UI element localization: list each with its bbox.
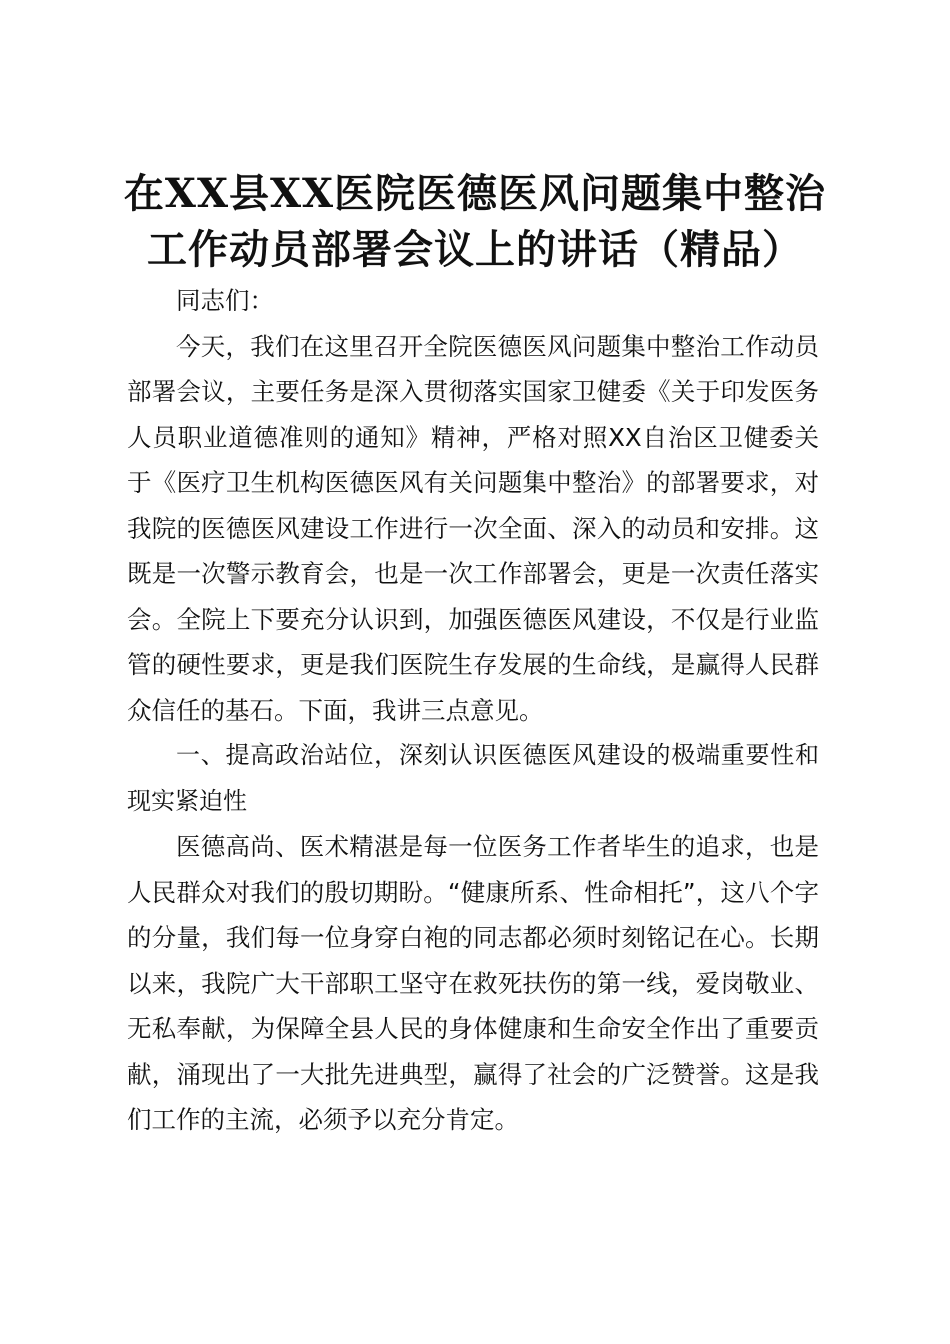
paragraph-section-1: 医德高尚、医术精湛是每一位医务工作者毕生的追求，也是人民群众对我们的殷切期盼。“健康所系、性命相托”，这八个字的分量，我们每一位身穿白袍的同志都必须时刻铭记在心。长期以来，我院广大干部职工坚守在救死扶伤的第一线，爱岗敬业、无私奉献，为保障全县人民的身体健康和生命安全作出了重要贡献，涌现出了一大批先进典型，赢得了社会的广泛赞誉。这是我们工作的主流，必须予以充分肯定。 [127, 832, 819, 1134]
document-title [110, 166, 840, 278]
document-body [127, 278, 819, 1143]
section-heading-1: 一、提高政治站位，深刻认识医德医风建设的极端重要性和现实紧迫性 [127, 741, 819, 815]
paragraph-opening: 今天，我们在这里召开全院医德医风问题集中整治工作动员部署会议，主要任务是深入贯彻落实国家卫健委《关于印发医务人员职业道德准则的通知》精神，严格对照XX自治区卫健委关于《医疗卫生机构医德医风有关问题集中整治》的部署要求，对我院的医德医风建设工作进行一次全面、深入的动员和安排。这既是一次警示教育会，也是一次工作部署会，更是一次责任落实会。全院上下要充分认识到，加强医德医风建设，不仅是行业监管的硬性要求，更是我们医院生存发展的生命线，是赢得人民群众信任的基石。下面，我讲三点意见。 [127, 331, 819, 725]
title-line-2: 工作动员部署会议上的讲话（精品） [147, 226, 803, 273]
salutation: 同志们： [176, 286, 274, 315]
title-line-1: 在XX县XX医院医德医风问题集中整治 [123, 170, 827, 217]
